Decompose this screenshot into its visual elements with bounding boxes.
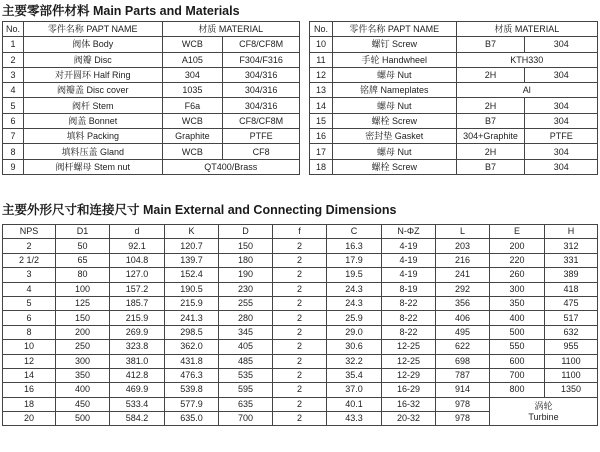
table-header-row xyxy=(3,225,598,239)
cell-l: 241 xyxy=(436,268,490,282)
cell-n-z: 8-19 xyxy=(382,282,436,296)
cell-h: 331 xyxy=(545,253,598,267)
cell-k: 139.7 xyxy=(165,253,219,267)
cell-k: 577.9 xyxy=(165,397,219,411)
cell-material-2: 304 xyxy=(525,98,598,113)
table-row xyxy=(310,37,598,52)
cell-d-outer: 635 xyxy=(219,397,273,411)
header-no: No. xyxy=(3,22,24,37)
cell-d-outer: 280 xyxy=(219,311,273,325)
header-c: C xyxy=(327,225,382,239)
cell-part: 对开圆环 Half Ring xyxy=(23,67,162,82)
header-h: H xyxy=(545,225,598,239)
cell-part: 螺母 Nut xyxy=(332,67,456,82)
header-nps: NPS xyxy=(3,225,56,239)
table-row xyxy=(3,397,598,411)
cell-n-z: 8-22 xyxy=(382,296,436,310)
cell-l: 787 xyxy=(436,368,490,382)
cell-k: 635.0 xyxy=(165,412,219,426)
cell-material-2: PTFE xyxy=(525,129,598,144)
cell-k: 476.3 xyxy=(165,368,219,382)
table-row xyxy=(3,354,598,368)
cell-material-1: 2H xyxy=(456,67,525,82)
table-row xyxy=(3,52,300,67)
cell-nps: 14 xyxy=(3,368,56,382)
cell-material-merged: KTH330 xyxy=(456,52,597,67)
cell-no: 12 xyxy=(310,67,333,82)
cell-d1: 200 xyxy=(56,325,110,339)
cell-d1: 250 xyxy=(56,340,110,354)
cell-k: 539.8 xyxy=(165,383,219,397)
cell-f: 2 xyxy=(273,311,327,325)
cell-material-2: 304 xyxy=(525,67,598,82)
cell-material-2: 304 xyxy=(525,144,598,159)
cell-d-outer: 700 xyxy=(219,412,273,426)
cell-d: 412.8 xyxy=(110,368,165,382)
cell-d1: 300 xyxy=(56,354,110,368)
cell-k: 215.9 xyxy=(165,296,219,310)
cell-d-outer: 255 xyxy=(219,296,273,310)
cell-material-2: 304 xyxy=(525,159,598,174)
table-header-row xyxy=(3,22,300,37)
cell-d: 157.2 xyxy=(110,282,165,296)
cell-material-2: 304 xyxy=(525,37,598,52)
cell-part: 阀体 Body xyxy=(23,37,162,52)
cell-nps: 12 xyxy=(3,354,56,368)
table-row xyxy=(3,383,598,397)
cell-material-1: B7 xyxy=(456,37,525,52)
cell-d: 127.0 xyxy=(110,268,165,282)
cell-d: 104.8 xyxy=(110,253,165,267)
cell-l: 495 xyxy=(436,325,490,339)
header-d: d xyxy=(110,225,165,239)
table-row xyxy=(3,159,300,174)
cell-f: 2 xyxy=(273,397,327,411)
cell-e: 220 xyxy=(490,253,545,267)
cell-d: 185.7 xyxy=(110,296,165,310)
table-row xyxy=(3,129,300,144)
cell-d1: 125 xyxy=(56,296,110,310)
cell-n-z: 4-19 xyxy=(382,253,436,267)
cell-d: 92.1 xyxy=(110,239,165,253)
cell-material-1: 304 xyxy=(162,67,223,82)
cell-c: 25.9 xyxy=(327,311,382,325)
cell-part: 螺栓 Screw xyxy=(332,113,456,128)
cell-l: 978 xyxy=(436,412,490,426)
cell-c: 19.5 xyxy=(327,268,382,282)
cell-d: 269.9 xyxy=(110,325,165,339)
cell-d1: 50 xyxy=(56,239,110,253)
cell-material-1: Graphite xyxy=(162,129,223,144)
table-row xyxy=(310,159,598,174)
header-e: E xyxy=(490,225,545,239)
table-row xyxy=(3,113,300,128)
cell-no: 1 xyxy=(3,37,24,52)
cell-h: 517 xyxy=(545,311,598,325)
cell-part: 螺母 Nut xyxy=(332,144,456,159)
cell-c: 37.0 xyxy=(327,383,382,397)
table-row xyxy=(3,296,598,310)
cell-d-outer: 190 xyxy=(219,268,273,282)
cell-k: 298.5 xyxy=(165,325,219,339)
cell-no: 4 xyxy=(3,83,24,98)
cell-part: 阀盖 Bonnet xyxy=(23,113,162,128)
cell-f: 2 xyxy=(273,340,327,354)
table-header-row xyxy=(310,22,598,37)
cell-nps: 4 xyxy=(3,282,56,296)
header-part-name: 零件名称 PAPT NAME xyxy=(332,22,456,37)
cell-d: 533.4 xyxy=(110,397,165,411)
table-row xyxy=(310,144,598,159)
cell-n-z: 4-19 xyxy=(382,268,436,282)
cell-h: 389 xyxy=(545,268,598,282)
cell-h: 1100 xyxy=(545,354,598,368)
cell-no: 15 xyxy=(310,113,333,128)
cell-d-outer: 180 xyxy=(219,253,273,267)
cell-c: 24.3 xyxy=(327,296,382,310)
cell-d-outer: 595 xyxy=(219,383,273,397)
header-d-outer: D xyxy=(219,225,273,239)
cell-material-1: B7 xyxy=(456,159,525,174)
cell-d1: 150 xyxy=(56,311,110,325)
cell-no: 16 xyxy=(310,129,333,144)
cell-c: 17.9 xyxy=(327,253,382,267)
cell-k: 120.7 xyxy=(165,239,219,253)
cell-d: 381.0 xyxy=(110,354,165,368)
header-l: L xyxy=(436,225,490,239)
header-material: 材质 MATERIAL xyxy=(162,22,300,37)
cell-n-z: 12-29 xyxy=(382,368,436,382)
table-row xyxy=(3,282,598,296)
cell-part: 手轮 Handwheel xyxy=(332,52,456,67)
table-row xyxy=(310,98,598,113)
cell-f: 2 xyxy=(273,253,327,267)
cell-l: 292 xyxy=(436,282,490,296)
table-row xyxy=(3,37,300,52)
cell-f: 2 xyxy=(273,383,327,397)
cell-material-1: 1035 xyxy=(162,83,223,98)
cell-material-2: 304/316 xyxy=(223,98,300,113)
cell-material-merged: Al xyxy=(456,83,597,98)
cell-k: 190.5 xyxy=(165,282,219,296)
cell-k: 152.4 xyxy=(165,268,219,282)
table-row xyxy=(3,144,300,159)
cell-f: 2 xyxy=(273,325,327,339)
cell-turbine xyxy=(490,397,598,426)
cell-part: 阀杆螺母 Stem nut xyxy=(23,159,162,174)
cell-part: 螺母 Nut xyxy=(332,98,456,113)
dimensions-table xyxy=(2,224,598,426)
cell-nps: 8 xyxy=(3,325,56,339)
cell-part: 阀瓣盖 Disc cover xyxy=(23,83,162,98)
cell-e: 260 xyxy=(490,268,545,282)
cell-e: 500 xyxy=(490,325,545,339)
cell-c: 35.4 xyxy=(327,368,382,382)
cell-d1: 80 xyxy=(56,268,110,282)
cell-n-z: 20-32 xyxy=(382,412,436,426)
cell-part: 填料 Packing xyxy=(23,129,162,144)
table-row xyxy=(3,83,300,98)
cell-d: 215.9 xyxy=(110,311,165,325)
cell-e: 700 xyxy=(490,368,545,382)
header-material: 材质 MATERIAL xyxy=(456,22,597,37)
cell-d-outer: 230 xyxy=(219,282,273,296)
cell-d-outer: 345 xyxy=(219,325,273,339)
cell-h: 1100 xyxy=(545,368,598,382)
cell-d: 469.9 xyxy=(110,383,165,397)
cell-h: 955 xyxy=(545,340,598,354)
cell-n-z: 12-25 xyxy=(382,340,436,354)
cell-c: 30.6 xyxy=(327,340,382,354)
cell-f: 2 xyxy=(273,412,327,426)
cell-e: 800 xyxy=(490,383,545,397)
cell-material-2: PTFE xyxy=(223,129,300,144)
cell-h: 418 xyxy=(545,282,598,296)
table-row xyxy=(3,325,598,339)
cell-n-z: 8-22 xyxy=(382,311,436,325)
cell-nps: 2 1/2 xyxy=(3,253,56,267)
table-row xyxy=(310,113,598,128)
cell-d-outer: 405 xyxy=(219,340,273,354)
cell-part: 铭牌 Nameplates xyxy=(332,83,456,98)
header-part-name: 零件名称 PAPT NAME xyxy=(23,22,162,37)
cell-no: 17 xyxy=(310,144,333,159)
cell-d1: 65 xyxy=(56,253,110,267)
cell-material-1: B7 xyxy=(456,113,525,128)
table-row xyxy=(3,311,598,325)
cell-c: 32.2 xyxy=(327,354,382,368)
turbine-label-en: Turbine xyxy=(528,411,559,422)
cell-material-2: CF8 xyxy=(223,144,300,159)
cell-no: 3 xyxy=(3,67,24,82)
cell-c: 24.3 xyxy=(327,282,382,296)
cell-material-1: 304+Graphite xyxy=(456,129,525,144)
cell-part: 阀瓣 Disc xyxy=(23,52,162,67)
table-row xyxy=(3,98,300,113)
cell-part: 密封垫 Gasket xyxy=(332,129,456,144)
table-row xyxy=(3,368,598,382)
table-row xyxy=(310,129,598,144)
cell-n-z: 16-29 xyxy=(382,383,436,397)
cell-d: 323.8 xyxy=(110,340,165,354)
cell-c: 40.1 xyxy=(327,397,382,411)
table-row xyxy=(3,239,598,253)
cell-e: 350 xyxy=(490,296,545,310)
cell-material-1: A105 xyxy=(162,52,223,67)
cell-nps: 5 xyxy=(3,296,56,310)
cell-material-1: 2H xyxy=(456,144,525,159)
cell-material-1: 2H xyxy=(456,98,525,113)
cell-material-2: 304 xyxy=(525,113,598,128)
cell-c: 16.3 xyxy=(327,239,382,253)
cell-l: 406 xyxy=(436,311,490,325)
cell-l: 356 xyxy=(436,296,490,310)
parts-section-title: 主要零部件材料 Main Parts and Materials xyxy=(2,4,240,18)
cell-no: 8 xyxy=(3,144,24,159)
header-no: No. xyxy=(310,22,333,37)
cell-h: 475 xyxy=(545,296,598,310)
header-d1: D1 xyxy=(56,225,110,239)
cell-e: 600 xyxy=(490,354,545,368)
cell-d1: 350 xyxy=(56,368,110,382)
cell-material-2: 304/316 xyxy=(223,83,300,98)
cell-f: 2 xyxy=(273,268,327,282)
cell-no: 9 xyxy=(3,159,24,174)
cell-n-z: 4-19 xyxy=(382,239,436,253)
cell-l: 622 xyxy=(436,340,490,354)
cell-material-1: F6a xyxy=(162,98,223,113)
cell-material-2: CF8/CF8M xyxy=(223,113,300,128)
cell-material-1: WCB xyxy=(162,37,223,52)
cell-k: 431.8 xyxy=(165,354,219,368)
cell-d: 584.2 xyxy=(110,412,165,426)
cell-nps: 18 xyxy=(3,397,56,411)
table-row xyxy=(3,253,598,267)
cell-no: 11 xyxy=(310,52,333,67)
cell-k: 241.3 xyxy=(165,311,219,325)
cell-d1: 100 xyxy=(56,282,110,296)
cell-nps: 3 xyxy=(3,268,56,282)
cell-c: 29.0 xyxy=(327,325,382,339)
cell-no: 6 xyxy=(3,113,24,128)
table-row xyxy=(3,67,300,82)
cell-material-2: F304/F316 xyxy=(223,52,300,67)
cell-l: 216 xyxy=(436,253,490,267)
cell-d1: 400 xyxy=(56,383,110,397)
cell-k: 362.0 xyxy=(165,340,219,354)
cell-no: 14 xyxy=(310,98,333,113)
cell-h: 312 xyxy=(545,239,598,253)
cell-f: 2 xyxy=(273,296,327,310)
cell-material-2: CF8/CF8M xyxy=(223,37,300,52)
cell-nps: 6 xyxy=(3,311,56,325)
turbine-label-cn: 涡轮 xyxy=(534,400,553,411)
cell-l: 914 xyxy=(436,383,490,397)
cell-e: 300 xyxy=(490,282,545,296)
table-row xyxy=(310,83,598,98)
cell-part: 填料压盖 Gland xyxy=(23,144,162,159)
cell-nps: 10 xyxy=(3,340,56,354)
cell-f: 2 xyxy=(273,354,327,368)
cell-f: 2 xyxy=(273,239,327,253)
cell-nps: 20 xyxy=(3,412,56,426)
header-f: f xyxy=(273,225,327,239)
cell-l: 203 xyxy=(436,239,490,253)
cell-no: 2 xyxy=(3,52,24,67)
parts-table-left xyxy=(2,21,300,175)
cell-material-2: 304/316 xyxy=(223,67,300,82)
cell-part: 阀杆 Stem xyxy=(23,98,162,113)
parts-table-right xyxy=(309,21,598,175)
cell-nps: 16 xyxy=(3,383,56,397)
cell-f: 2 xyxy=(273,368,327,382)
header-n-z: N-ΦZ xyxy=(382,225,436,239)
cell-part: 螺栓 Screw xyxy=(332,159,456,174)
cell-c: 43.3 xyxy=(327,412,382,426)
cell-l: 698 xyxy=(436,354,490,368)
cell-d-outer: 485 xyxy=(219,354,273,368)
cell-h: 632 xyxy=(545,325,598,339)
cell-e: 550 xyxy=(490,340,545,354)
table-row xyxy=(310,67,598,82)
dims-section-title: 主要外形尺寸和连接尺寸 Main External and Connecting Dimensions xyxy=(2,203,397,217)
table-row xyxy=(3,340,598,354)
cell-f: 2 xyxy=(273,282,327,296)
table-row xyxy=(3,268,598,282)
table-row xyxy=(310,52,598,67)
cell-no: 10 xyxy=(310,37,333,52)
cell-nps: 2 xyxy=(3,239,56,253)
header-k: K xyxy=(165,225,219,239)
cell-h: 1350 xyxy=(545,383,598,397)
cell-e: 200 xyxy=(490,239,545,253)
cell-n-z: 16-32 xyxy=(382,397,436,411)
cell-d-outer: 535 xyxy=(219,368,273,382)
cell-part: 螺钉 Screw xyxy=(332,37,456,52)
cell-d1: 450 xyxy=(56,397,110,411)
cell-material-1: WCB xyxy=(162,144,223,159)
cell-no: 7 xyxy=(3,129,24,144)
cell-l: 978 xyxy=(436,397,490,411)
cell-no: 18 xyxy=(310,159,333,174)
cell-d1: 500 xyxy=(56,412,110,426)
cell-no: 13 xyxy=(310,83,333,98)
cell-no: 5 xyxy=(3,98,24,113)
cell-d-outer: 150 xyxy=(219,239,273,253)
cell-material-1: WCB xyxy=(162,113,223,128)
cell-n-z: 8-22 xyxy=(382,325,436,339)
cell-e: 400 xyxy=(490,311,545,325)
cell-n-z: 12-25 xyxy=(382,354,436,368)
cell-material-merged: QT400/Brass xyxy=(162,159,300,174)
